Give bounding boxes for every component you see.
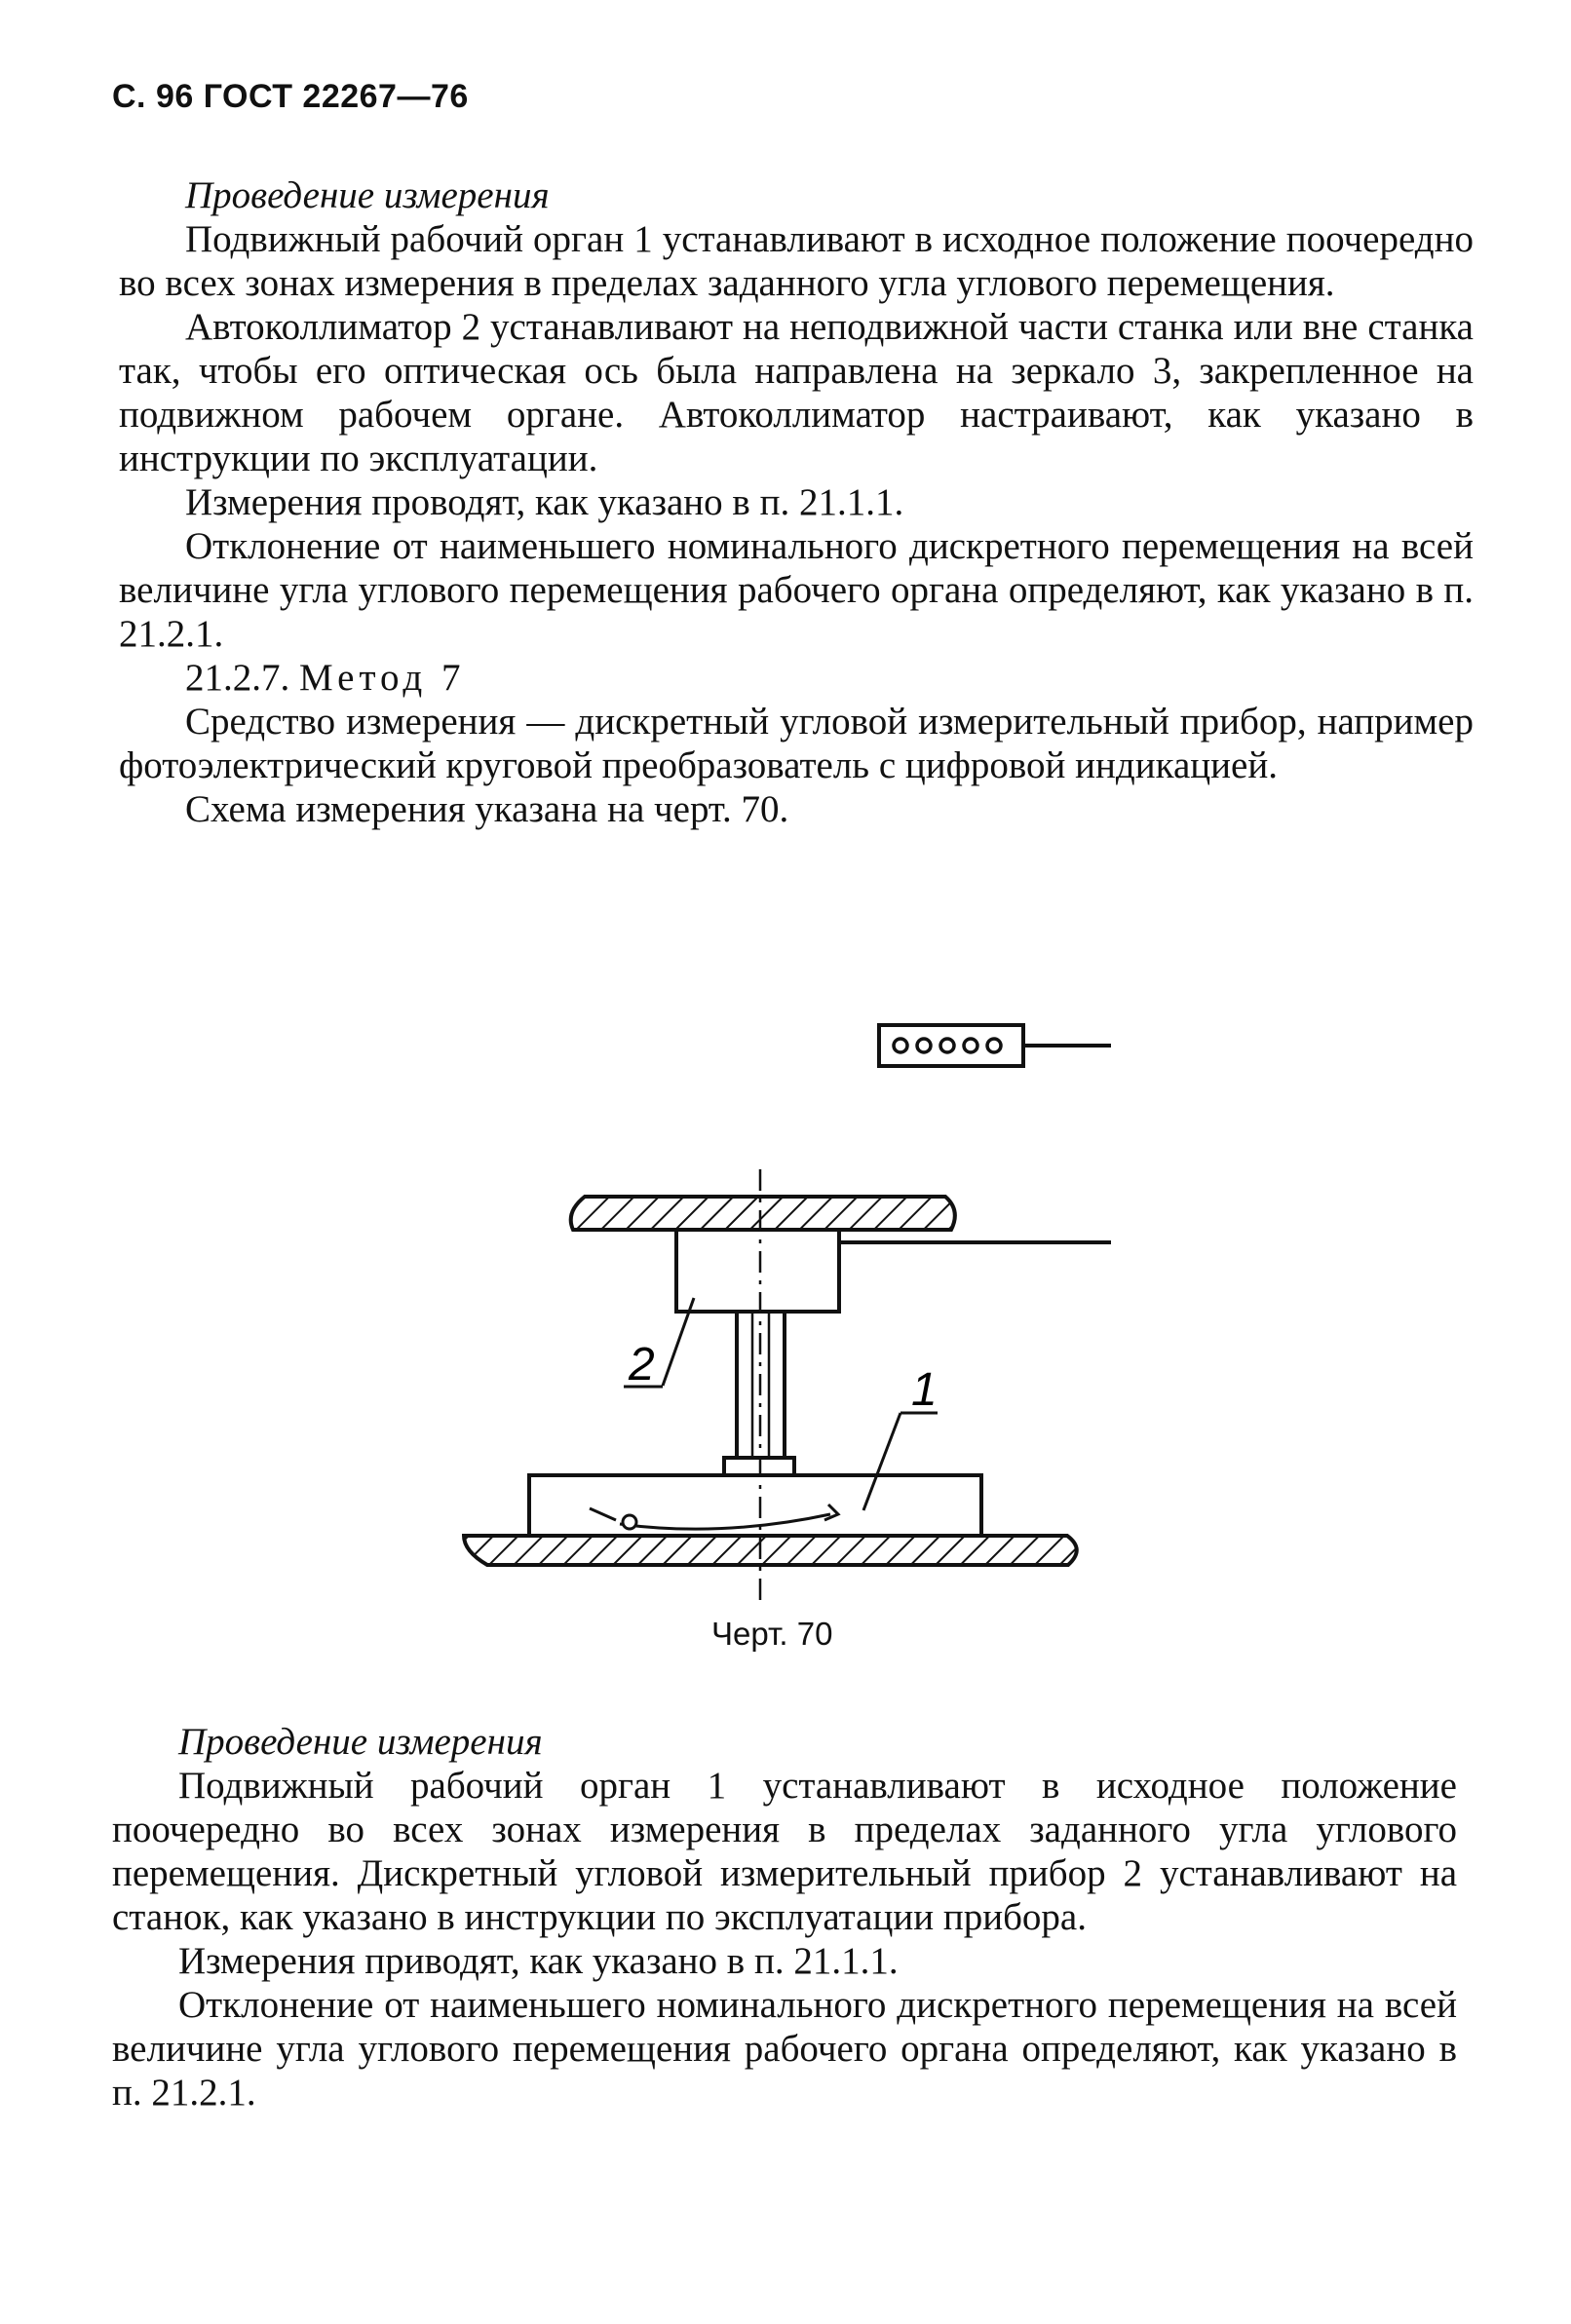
method-paragraph-1: Средство измерения — дискретный угловой измерительный прибор, например фотоэлектрический круговой преобразователь с цифровой индикацией. [119, 701, 1474, 786]
section-2 [112, 1720, 1457, 2114]
machine-base [464, 1536, 1077, 1565]
section-2-paragraph-1: Подвижный рабочий орган 1 устанавливают в исходное положение поочередно во всех зонах измерения в пределах заданного угла углового перемещения. Дискретный угловой измерительный прибор 2 устанавливают на станок, как указано в инструкции по эксплуатации прибора. [112, 1765, 1457, 1938]
section-2-heading: Проведение измерения [178, 1721, 543, 1763]
section-1-paragraph-3: Измерения проводят, как указано в п. 21.1.1. [185, 481, 904, 523]
fixed-machine-part [571, 1197, 955, 1230]
section-1 [119, 173, 1474, 831]
section-2-paragraph-3: Отклонение от наименьшего номинального дискретного перемещения на всей величине угла углового перемещения рабочего органа определяют, как указано в п. 21.2.1. [112, 1984, 1457, 2114]
section-1-heading: Проведение измерения [185, 174, 550, 216]
section-1-paragraph-1: Подвижный рабочий орган 1 устанавливают в исходное положение поочередно во всех зонах измерения в пределах заданного угла углового перемещения. [119, 218, 1474, 304]
method-heading [119, 656, 1474, 700]
section-1-paragraph-2: Автоколлиматор 2 устанавливают на неподвижной части станка или вне станка так, чтобы его оптическая ось была направлена на зеркало 3, закрепленное на подвижном рабочем органе. Автоколлиматор настраивают, как указано в инструкции по эксплуатации. [119, 306, 1474, 479]
section-1-paragraph-4: Отклонение от наименьшего номинального дискретного перемещения на всей величине угла углового перемещения рабочего органа определяют, как указано в п. 21.2.1. [119, 525, 1474, 655]
label-1: 1 [911, 1364, 938, 1416]
section-2-paragraph-2: Измерения приводят, как указано в п. 21.1.1. [178, 1940, 899, 1982]
figure-caption: Черт. 70 [711, 1616, 833, 1652]
method-number: 21.2.7. [185, 657, 290, 699]
rotation-center-mark [623, 1515, 636, 1529]
page-header: С. 96 ГОСТ 22267—76 [112, 78, 469, 115]
label-2: 2 [629, 1339, 655, 1391]
instrument-body [676, 1230, 839, 1312]
measurement-diagram [429, 1004, 1111, 1627]
method-paragraph-2: Схема измерения указана на черт. 70. [185, 788, 789, 830]
method-title: Метод 7 [299, 657, 466, 699]
